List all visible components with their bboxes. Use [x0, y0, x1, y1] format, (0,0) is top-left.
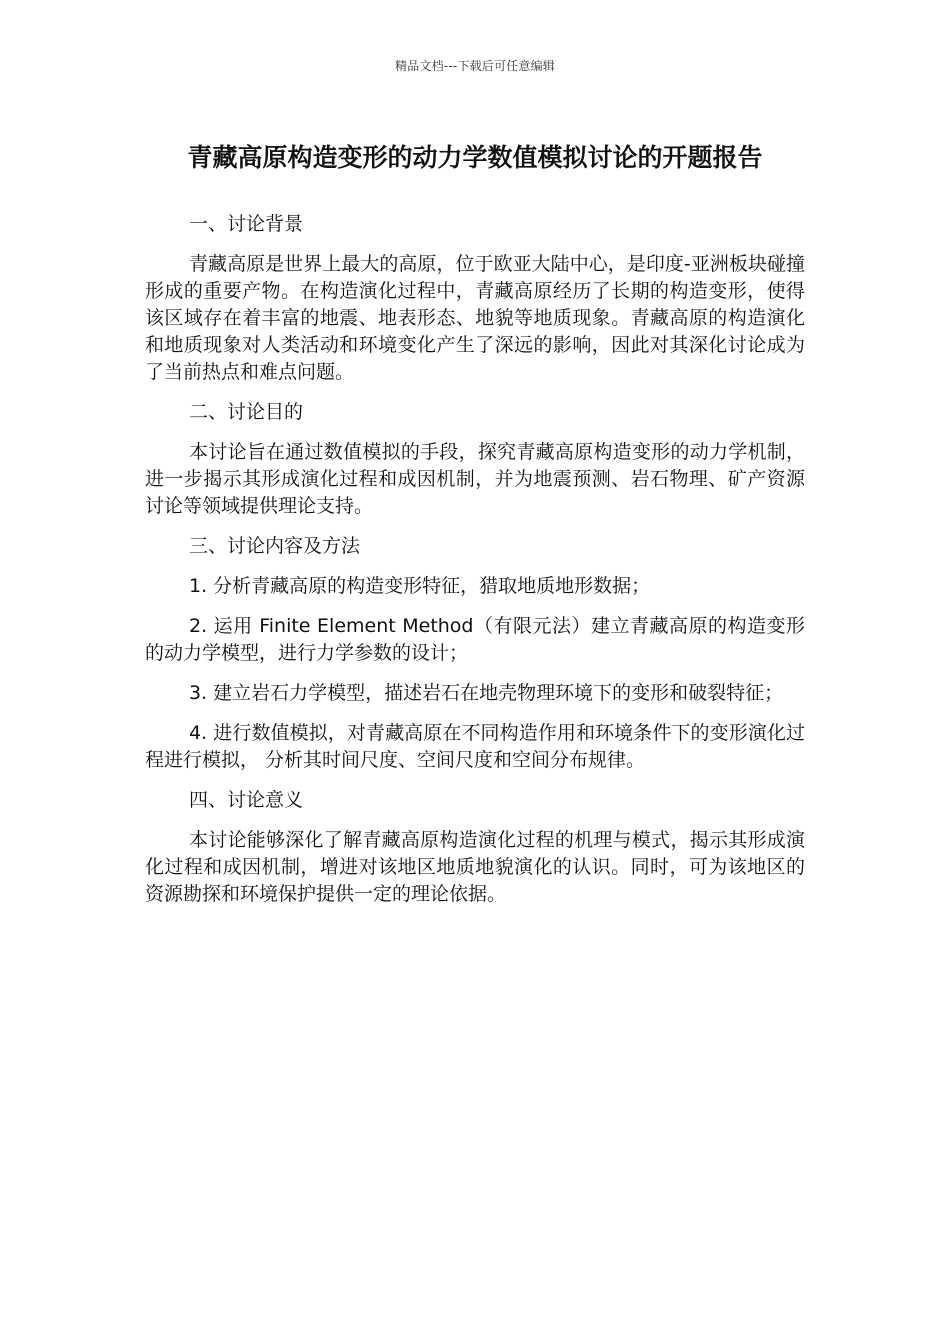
paragraph-significance: 本讨论能够深化了解青藏高原构造演化过程的机理与模式，揭示其形成演化过程和成因机制，增进对该地区地质地貌演化的认识。同时，可为该地区的资源勘探和环境保护提供一定的理论依据。: [145, 829, 805, 905]
document-title: 青藏高原构造变形的动力学数值模拟讨论的开题报告: [187, 143, 763, 172]
list-item: 3. 建立岩石力学模型，描述岩石在地壳物理环境下的变形和破裂特征；: [189, 682, 784, 704]
section-heading-background: 一、讨论背景: [189, 213, 304, 235]
section-heading-purpose: 二、讨论目的: [189, 401, 304, 423]
list-item: 4. 进行数值模拟，对青藏高原在不同构造作用和环境条件下的变形演化过程进行模拟， 分析其时间尺度、空间尺度和空间分布规律。: [145, 722, 805, 771]
header-note: 精品文档---下载后可任意编辑: [395, 59, 555, 73]
section-heading-content-methods: 三、讨论内容及方法: [189, 535, 361, 557]
list-item: 1. 分析青藏高原的构造变形特征，猎取地质地形数据；: [189, 575, 651, 597]
paragraph-purpose: 本讨论旨在通过数值模拟的手段，探究青藏高原构造变形的动力学机制，进一步揭示其形成演化过程和成因机制，并为地震预测、岩石物理、矿产资源讨论等领域提供理论支持。: [145, 441, 805, 517]
document-body: [145, 211, 805, 921]
section-heading-significance: 四、讨论意义: [189, 789, 304, 811]
paragraph-background: 青藏高原是世界上最大的高原，位于欧亚大陆中心，是印度-亚洲板块碰撞形成的重要产物。在构造演化过程中，青藏高原经历了长期的构造变形，使得该区域存在着丰富的地震、地表形态、地貌等地质现象。青藏高原的构造演化和地质现象对人类活动和环境变化产生了深远的影响，因此对其深化讨论成为了当前热点和难点问题。: [145, 253, 805, 383]
list-item: 2. 运用 Finite Element Method（有限元法）建立青藏高原的构造变形的动力学模型，进行力学参数的设计；: [145, 615, 805, 664]
